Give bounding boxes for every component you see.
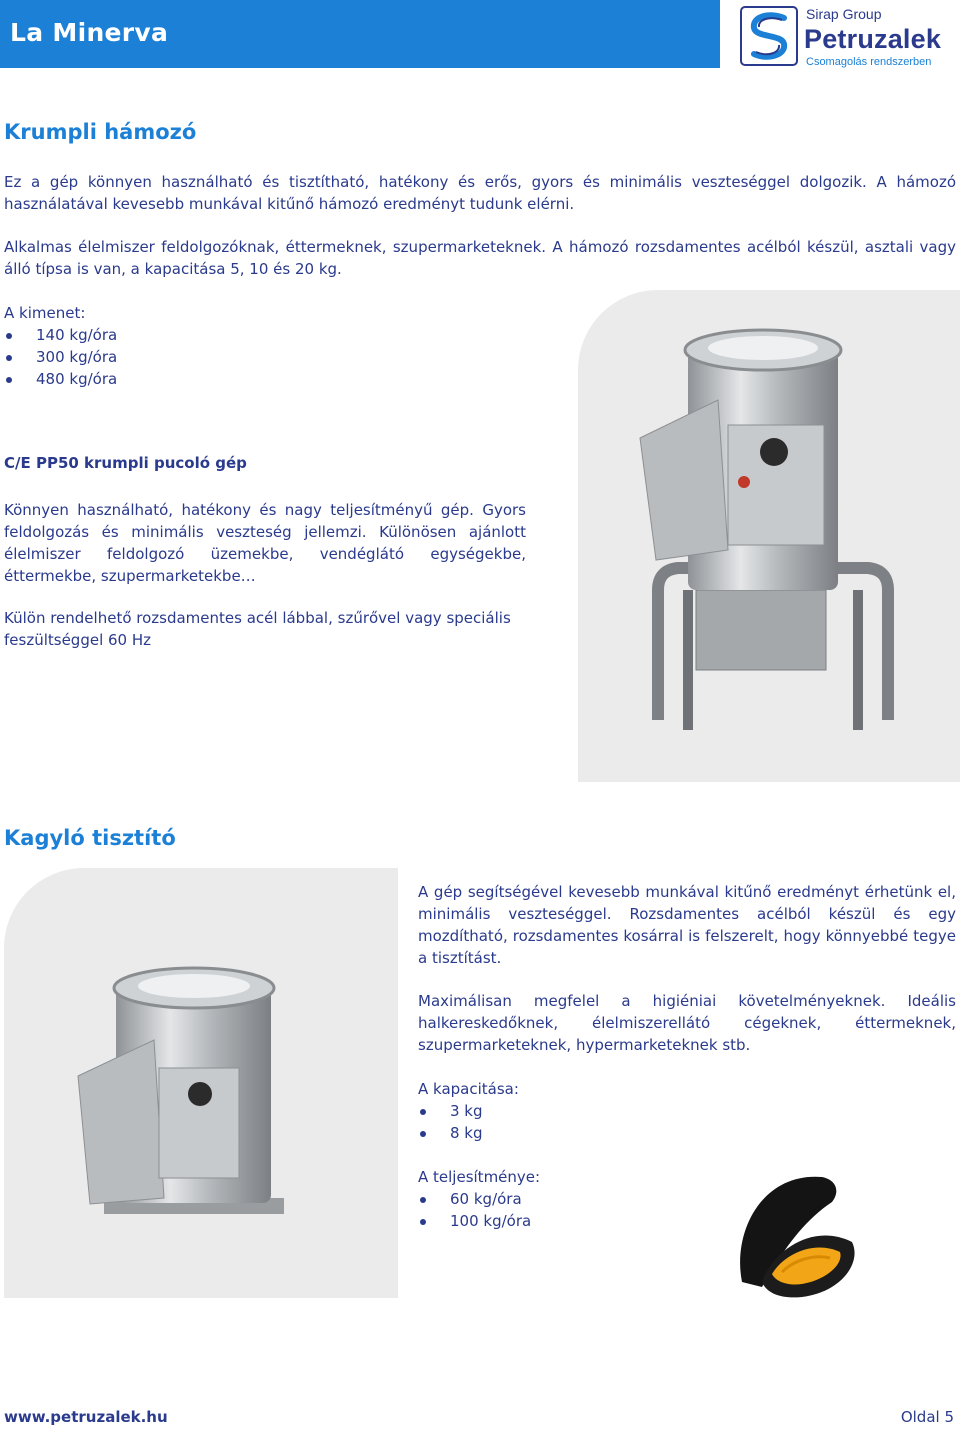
potato-usage-paragraph: Alkalmas élelmiszer feldolgozóknak, éttermeknek, szupermarketeknek. A hámozó rozsdamentes acélból készül, asztali vagy álló típsa is van, a kapacitása 5, 10 és 20 kg. <box>4 238 956 278</box>
potato-output-label: A kimenet: <box>4 304 86 322</box>
potato-peeler-photo <box>578 290 960 782</box>
pp50-description: Könnyen használható, hatékony és nagy teljesítményű gép. Gyors feldolgozás és minimális veszteség jellemzi. Különösen ajánlott élelmiszer feldolgozó üzemekbe, vendéglátó egységekbe, éttermekbe, szupermarketekbe… <box>4 501 526 585</box>
potato-peeler-image <box>578 290 960 782</box>
list-item: 480 kg/óra <box>4 368 304 390</box>
mussel-cleaner-image <box>4 868 398 1298</box>
header-title: La Minerva <box>10 18 169 47</box>
footer-page-number: Oldal 5 <box>900 1408 954 1426</box>
footer-website-link[interactable]: www.petruzalek.hu <box>4 1408 168 1426</box>
logo-group-name: Sirap Group <box>806 6 882 22</box>
logo-tagline: Csomagolás rendszerben <box>806 56 932 68</box>
header-bar <box>0 0 720 68</box>
logo-company-name: Petruzalek <box>804 24 942 54</box>
mussel-intro-paragraph: A gép segítségével kevesebb munkával kitűnő eredményt érhetünk el, minimális veszteséggel. Rozsdamentes acélból készül és egy mozdítható, rozsdamentes kosárral is felszerelt, hogy könnyebbé tegye a tisztítást. <box>418 883 956 967</box>
company-logo <box>740 6 955 68</box>
mussel-image <box>722 1162 872 1312</box>
mussel-capacity-list <box>418 1100 718 1144</box>
list-item: 60 kg/óra <box>418 1188 718 1210</box>
list-item: 100 kg/óra <box>418 1210 718 1232</box>
petruzalek-logo-icon <box>740 6 798 66</box>
section-title-potato-peeler: Krumpli hámozó <box>4 120 197 144</box>
list-item: 3 kg <box>418 1100 718 1122</box>
list-item: 140 kg/óra <box>4 324 304 346</box>
potato-intro-paragraph: Ez a gép könnyen használható és tisztítható, hatékony és erős, gyors és minimális veszteséggel dolgozik. A hámozó használatával kevesebb munkával kitűnő hámozó eredményt tudunk elérni. <box>4 173 956 213</box>
mussel-hygiene-paragraph: Maximálisan megfelel a higiéniai követelményeknek. Ideális halkereskedőknek, élelmiszerellátó cégeknek, éttermeknek, szupermarketeknek, hypermarketeknek stb. <box>418 992 956 1054</box>
mussel-capacity-label: A kapacitása: <box>418 1080 519 1098</box>
mussel-cleaner-photo <box>4 868 398 1298</box>
pp50-options: Külön rendelhető rozsdamentes acél lábbal, szűrővel vagy speciális feszültséggel 60 Hz <box>4 609 511 649</box>
mussel-performance-list <box>418 1188 718 1232</box>
mussel-performance-label: A teljesítménye: <box>418 1168 541 1186</box>
potato-output-list <box>4 324 304 390</box>
section-title-mussel-cleaner: Kagyló tisztító <box>4 826 176 850</box>
pp50-subtitle: C/E PP50 krumpli pucoló gép <box>4 454 247 472</box>
list-item: 300 kg/óra <box>4 346 304 368</box>
list-item: 8 kg <box>418 1122 718 1144</box>
